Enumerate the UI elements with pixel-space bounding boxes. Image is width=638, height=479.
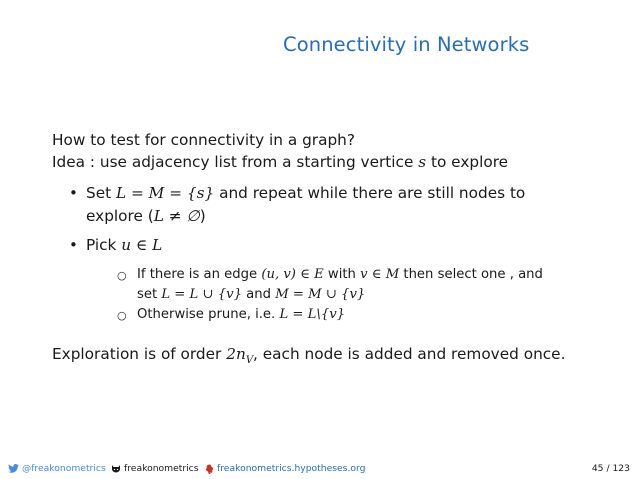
twitter-link[interactable] [8, 463, 106, 474]
bullet-dot-icon: • [69, 236, 78, 254]
closing-prefix: Exploration is of order [52, 345, 227, 363]
sub-bullet-list [86, 265, 622, 325]
intro-line-2 [52, 151, 622, 173]
closing-suffix: , each node is added and removed once. [253, 345, 566, 363]
bullet-1-text-b: and repeat while there are still nodes to [214, 184, 526, 202]
sub-2-math-1: L = L\{v} [279, 307, 346, 322]
intro-line-2-var: s [418, 153, 427, 171]
slide-title: Connectivity in Networks [283, 33, 530, 56]
blog-link[interactable] [205, 463, 365, 474]
intro-line-2-prefix: Idea : use adjacency list from a starting vertice [52, 153, 419, 171]
twitter-handle: @freakonometrics [22, 463, 106, 474]
bullet-1-math: L = M = {s} [115, 184, 215, 202]
sub-1-math-1: (u, v) ∈ E [261, 267, 324, 282]
sub-bullet-2-line-1 [137, 305, 622, 325]
github-octocat-icon [111, 464, 121, 473]
blog-hypotheses-icon [205, 464, 214, 474]
sub-1-line2-a: set [137, 287, 162, 302]
sub-1-line2-math-2: M = M ∪ {v} [275, 287, 366, 302]
sub-1-math-2: v ∈ M [360, 267, 400, 282]
sub-1-line2-b: and [241, 287, 276, 302]
closing-line [52, 343, 622, 372]
sub-1-text-a: If there is an edge [137, 267, 262, 282]
circle-bullet-icon: ○ [117, 309, 127, 322]
closing-math-sub: V [245, 355, 254, 367]
closing-math: 2n [226, 345, 246, 363]
bullet-2-math: u ∈ L [121, 236, 163, 254]
page-number: 45 / 123 [591, 463, 630, 474]
github-link[interactable] [111, 463, 199, 474]
intro-line-2-suffix: to explore [426, 153, 509, 171]
sub-bullet-item [116, 265, 622, 305]
sub-1-text-b: with [323, 267, 361, 282]
bullet-1-text-a: Set [86, 184, 116, 202]
footer [8, 463, 630, 477]
circle-bullet-icon: ○ [117, 269, 127, 282]
bullet-list [52, 182, 622, 325]
sub-bullet-1-line-2 [137, 285, 622, 305]
twitter-bird-icon [8, 464, 19, 473]
sub-1-line2-math-1: L = L ∪ {v} [161, 287, 242, 302]
bullet-item [66, 182, 622, 228]
bullet-2-text-a: Pick [86, 236, 122, 254]
sub-2-text-a: Otherwise prune, i.e. [137, 307, 280, 322]
sub-bullet-1-line-1 [137, 265, 622, 285]
bullet-2-line-1 [86, 234, 622, 257]
bullet-1-line2-math: L ≠ ∅ [153, 207, 200, 225]
sub-bullet-item [116, 305, 622, 325]
bullet-1-line2-end: ) [199, 207, 206, 225]
github-handle: freakonometrics [124, 463, 199, 474]
bullet-1-line-2 [86, 205, 622, 228]
bullet-1-line-1 [86, 182, 622, 205]
sub-1-text-c: then select one , and [399, 267, 543, 282]
bullet-1-line2-text: explore ( [86, 207, 154, 225]
slide-content [52, 129, 622, 372]
intro-line-1: How to test for connectivity in a graph? [52, 131, 355, 149]
bullet-dot-icon: • [69, 184, 78, 202]
blog-url: freakonometrics.hypotheses.org [217, 463, 366, 474]
bullet-item [66, 234, 622, 325]
